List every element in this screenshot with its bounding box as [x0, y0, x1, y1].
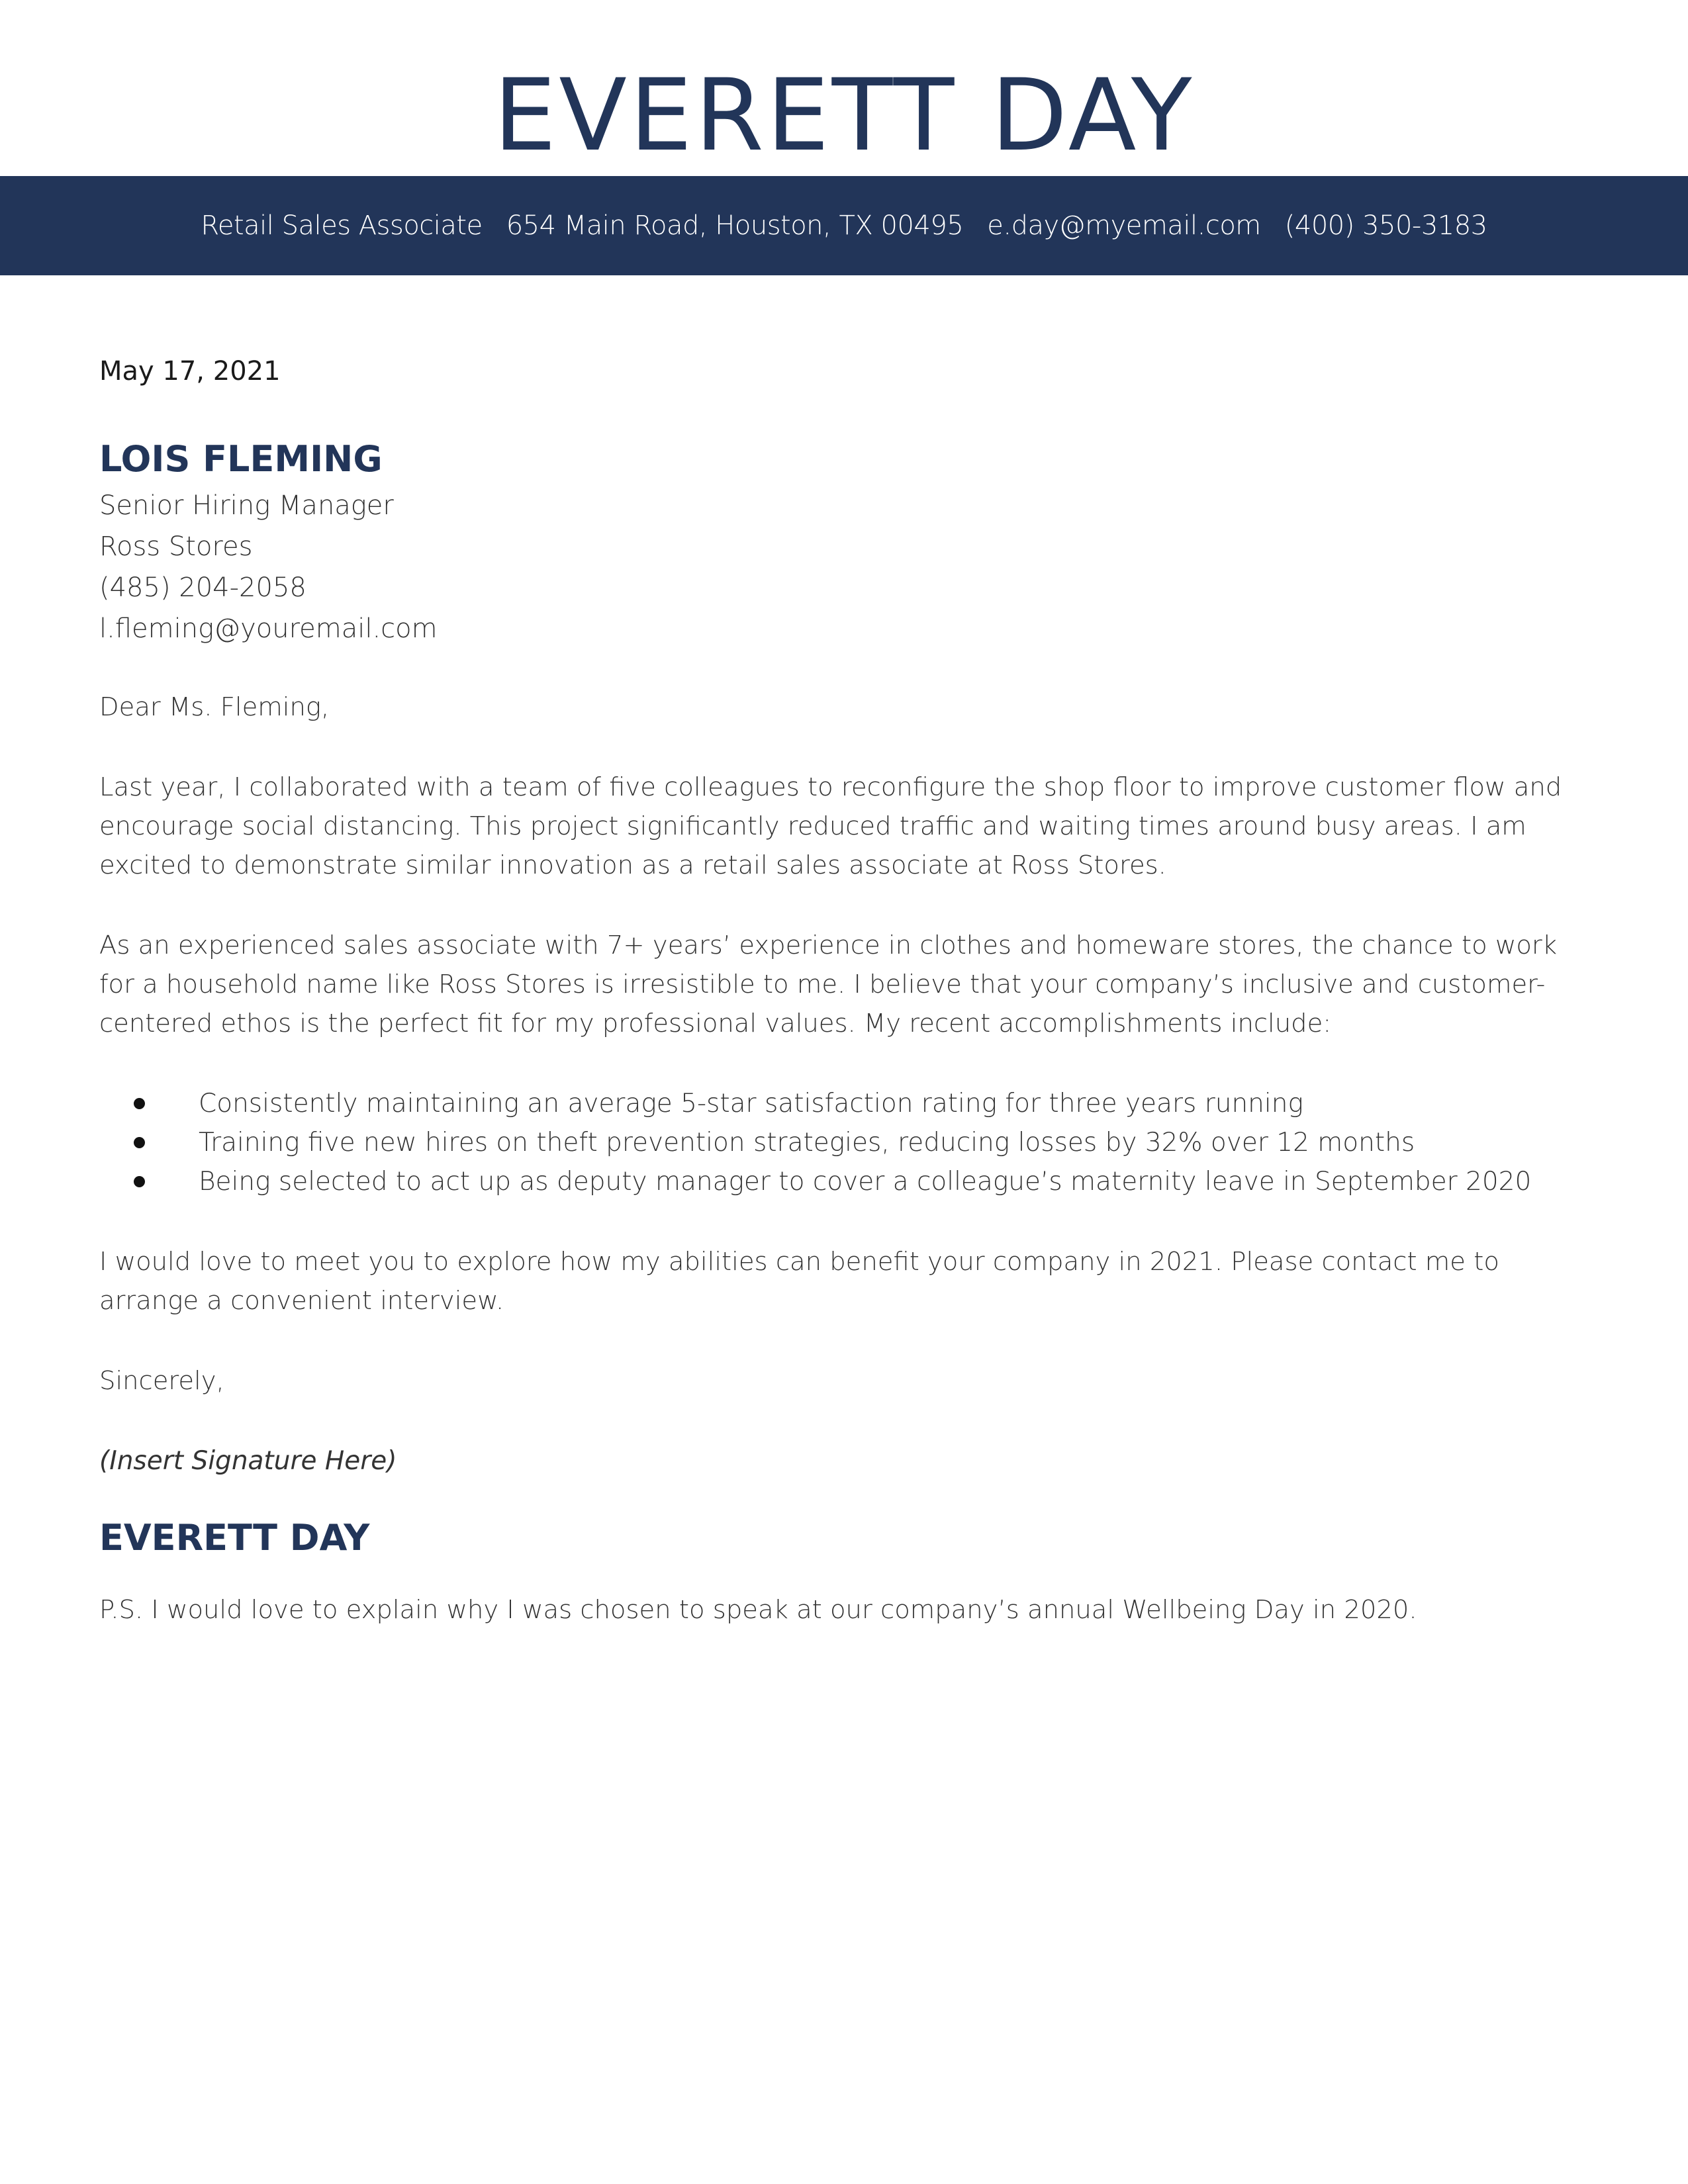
recipient-title: Senior Hiring Manager [99, 490, 394, 521]
salutation: Dear Ms. Fleming, [99, 692, 330, 722]
body-paragraph-1: Last year, I collaborated with a team of five colleagues to reconfigure the shop floor to improve customer flow and encourage social distancing. This project significantly reduced traffic and waiting times around busy areas. I am excited to demonstrate similar innovation as a retail sales associate at Ross Stores. [99, 772, 1562, 880]
postscript: P.S. I would love to explain why I was chosen to speak at our company’s annual Wellbeing Day in 2020. [99, 1595, 1417, 1625]
letter-date: May 17, 2021 [99, 356, 281, 387]
applicant-phone: (400) 350-3183 [1284, 210, 1487, 241]
contact-bar [0, 176, 1688, 275]
body-paragraph-2: As an experienced sales associate with 7+ years’ experience in clothes and homeware stores, the chance to work for a household name like Ross Stores is irresistible to me. I believe that your company’s inclusive and customer-centered ethos is the perfect fit for my professional values. My recent accomplishments include: [99, 931, 1558, 1038]
accomplishments-list [99, 1084, 1589, 1201]
accomplishment-text: Being selected to act up as deputy manager to cover a colleague’s maternity leave in September 2020 [199, 1167, 1532, 1197]
recipient-email: l.fleming@youremail.com [99, 614, 438, 644]
applicant-address: 654 Main Road, Houston, TX 00495 [506, 210, 964, 241]
list-item [99, 1123, 1589, 1162]
recipient-company: Ross Stores [99, 531, 253, 562]
applicant-email: e.day@myemail.com [987, 210, 1261, 241]
letter-body [99, 347, 1589, 1670]
recipient-phone: (485) 204-2058 [99, 572, 306, 603]
list-item [99, 1162, 1589, 1201]
recipient-block [99, 433, 1589, 649]
recipient-name: LOIS FLEMING [99, 438, 383, 480]
sign-off: Sincerely, [99, 1366, 224, 1396]
bullet-icon [134, 1137, 145, 1148]
bullet-icon [134, 1098, 145, 1109]
bullet-icon [134, 1176, 145, 1187]
applicant-name-header: EVERETT DAY [493, 58, 1195, 173]
accomplishment-text: Training five new hires on theft prevention strategies, reducing losses by 32% over 12 months [199, 1128, 1415, 1158]
applicant-job-title: Retail Sales Associate [201, 210, 483, 241]
closing-paragraph: I would love to meet you to explore how my abilities can benefit your company in 2021. Please contact me to arrange a convenient interview. [99, 1247, 1499, 1316]
signature-placeholder: (Insert Signature Here) [99, 1446, 397, 1476]
accomplishment-text: Consistently maintaining an average 5-star satisfaction rating for three years running [199, 1089, 1303, 1118]
list-item [99, 1084, 1589, 1123]
signer-name: EVERETT DAY [99, 1517, 370, 1559]
